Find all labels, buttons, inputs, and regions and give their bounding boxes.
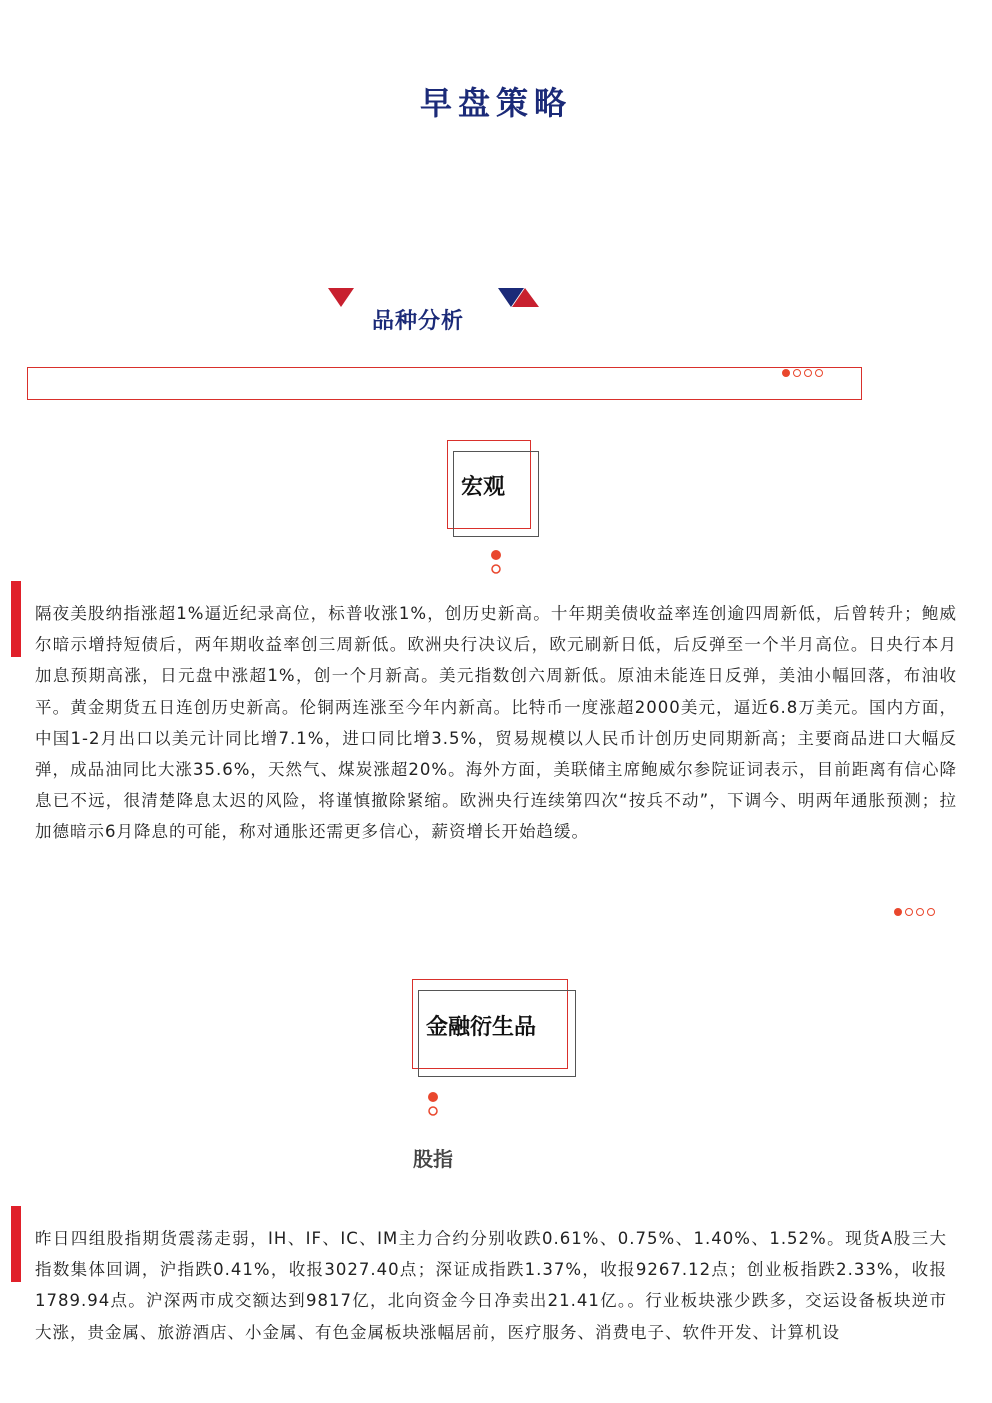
red-triangle-icon xyxy=(326,286,356,310)
accent-bar xyxy=(11,1206,21,1282)
stacked-dots-icon xyxy=(489,549,503,577)
stacked-dots-icon xyxy=(426,1091,440,1119)
section-heading: 品种分析 xyxy=(372,309,465,334)
navy-red-triangles-icon xyxy=(496,286,542,310)
dot-ring-icon xyxy=(905,908,913,916)
dot-filled-icon xyxy=(894,908,902,916)
dot-ring-icon xyxy=(916,908,924,916)
macro-label: 宏观 xyxy=(461,475,506,500)
section-banner xyxy=(27,367,862,400)
macro-paragraph: 隔夜美股纳指涨超1%逼近纪录高位，标普收涨1%，创历史新高。十年期美债收益率连创逾四周新低，后曾转升；鲍威尔暗示增持短债后，两年期收益率创三周新低。欧洲央行决议后，欧元刷新日低，后反弹至一个半月高位。日央行本月加息预期高涨，日元盘中涨超1%，创一个月新高。美元指数创六周新低。原油未能连日反弹，美油小幅回落，布油收平。黄金期货五日连创历史新高。伦铜两连涨至今年内新高。比特币一度涨超2000美元，逼近6.8万美元。国内方面，中国1-2月出口以美元计同比增7.1%，进口同比增3.5%，贸易规模以人民币计创历史同期新高；主要商品进口大幅反弹，成品油同比大涨35.6%，天然气、煤炭涨超20%。海外方面，美联储主席鲍威尔参院证词表示，目前距离有信心降息已不远，很清楚降息太迟的风险，将谨慎撤除紧缩。欧洲央行连续第四次“按兵不动”，下调今、明两年通胀预测；拉加德暗示6月降息的可能，称对通胀还需更多信心，薪资增长开始趋缓。 xyxy=(35,604,957,842)
dot-ring-icon xyxy=(793,369,801,377)
dot-ring-icon xyxy=(927,908,935,916)
dot-ring-icon xyxy=(804,369,812,377)
page-title: 早盘策略 xyxy=(419,84,572,122)
financial-label: 金融衍生品 xyxy=(426,1015,537,1040)
pagination-dots xyxy=(894,908,935,916)
accent-bar xyxy=(11,581,21,657)
financial-label-box xyxy=(412,979,576,1077)
sub-heading-stock-index: 股指 xyxy=(413,1147,453,1171)
macro-label-box xyxy=(447,440,539,538)
dot-filled-icon xyxy=(782,369,790,377)
dot-ring-icon xyxy=(815,369,823,377)
pagination-dots xyxy=(782,369,823,377)
financial-paragraph: 昨日四组股指期货震荡走弱，IH、IF、IC、IM主力合约分别收跌0.61%、0.75%、1.40%、1.52%。现货A股三大指数集体回调，沪指跌0.41%，收报3027.40点；深证成指跌1.37%，收报9267.12点；创业板指跌2.33%，收报1789.94点。沪深两市成交额达到9817亿，北向资金今日净卖出21.41亿。。行业板块涨少跌多，交运设备板块逆市大涨，贵金属、旅游酒店、小金属、有色金属板块涨幅居前，医疗服务、消费电子、软件开发、计算机设 xyxy=(35,1229,947,1342)
